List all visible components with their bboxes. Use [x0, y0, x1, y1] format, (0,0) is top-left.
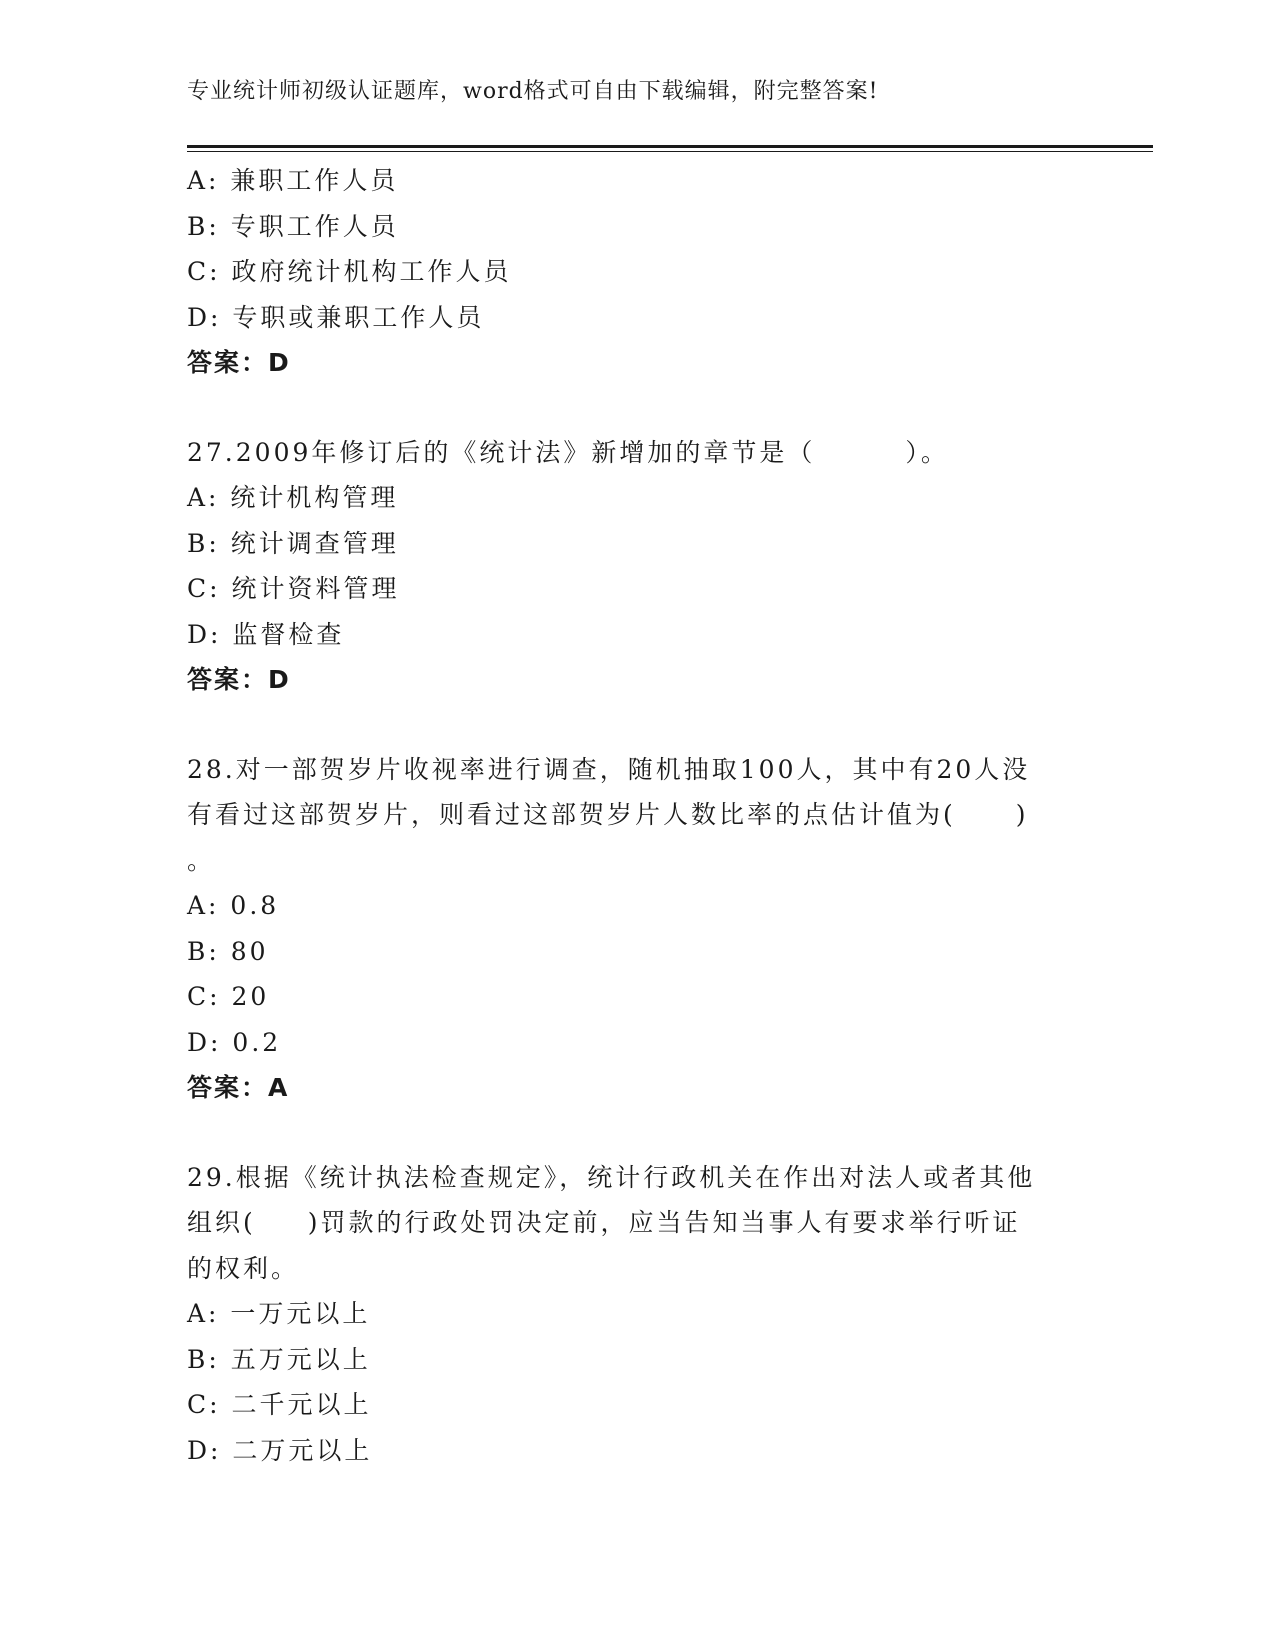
option-b: B: 五万元以上	[187, 1344, 371, 1374]
answer-line: 答案：D	[187, 665, 291, 694]
answer-line: 答案：D	[187, 348, 291, 377]
option-a: A: 0.8	[187, 891, 280, 920]
header-rule-thick	[187, 145, 1153, 148]
option-d: D: 监督检查	[187, 619, 345, 649]
option-b: B: 80	[187, 936, 269, 966]
option-d: D: 二万元以上	[187, 1435, 373, 1465]
question-spacer	[187, 1111, 1087, 1155]
option-c: C: 二千元以上	[187, 1390, 372, 1419]
option-c: C: 统计资料管理	[187, 574, 400, 603]
option-c: C: 20	[187, 982, 270, 1011]
question-26	[187, 158, 1087, 386]
answer-line: 答案：A	[187, 1073, 290, 1102]
question-27	[187, 430, 1087, 703]
option-a: A: 一万元以上	[187, 1299, 371, 1328]
question-stem-line: 28.对一部贺岁片收视率进行调查，随机抽取100人，其中有20人没	[187, 754, 1031, 784]
page-header-text: 专业统计师初级认证题库，word格式可自由下载编辑，附完整答案!	[187, 79, 879, 104]
question-content	[187, 158, 1087, 1473]
stem-text: 组织(	[187, 1208, 256, 1237]
stem-text: )	[1015, 800, 1029, 829]
question-spacer	[187, 386, 1087, 430]
question-stem-line: 的权利。	[187, 1253, 300, 1283]
question-spacer	[187, 703, 1087, 747]
option-b: B: 统计调查管理	[187, 528, 399, 558]
option-a: A: 兼职工作人员	[187, 166, 399, 195]
question-stem-line	[187, 1200, 1087, 1246]
question-stem-line: 。	[187, 845, 216, 875]
stem-text: 有看过这部贺岁片，则看过这部贺岁片人数比率的点估计值为(	[187, 800, 956, 829]
option-c: C: 政府统计机构工作人员	[187, 257, 512, 286]
stem-text: 27.2009年修订后的《统计法》新增加的章节是（	[187, 437, 816, 467]
stem-text: )罚款的行政处罚决定前，应当告知当事人有要求举行听证	[307, 1208, 1021, 1237]
option-d: D: 0.2	[187, 1027, 282, 1057]
question-stem	[187, 430, 1087, 476]
question-stem-line: 29.根据《统计执法检查规定》，统计行政机关在作出对法人或者其他	[187, 1162, 1036, 1192]
option-d: D: 专职或兼职工作人员	[187, 302, 485, 332]
stem-text: ）。	[905, 437, 949, 467]
option-b: B: 专职工作人员	[187, 211, 399, 241]
question-28	[187, 747, 1087, 1111]
option-a: A: 统计机构管理	[187, 483, 399, 512]
question-stem-line	[187, 792, 1087, 838]
question-29	[187, 1155, 1087, 1474]
header-rule-thin	[187, 151, 1153, 152]
